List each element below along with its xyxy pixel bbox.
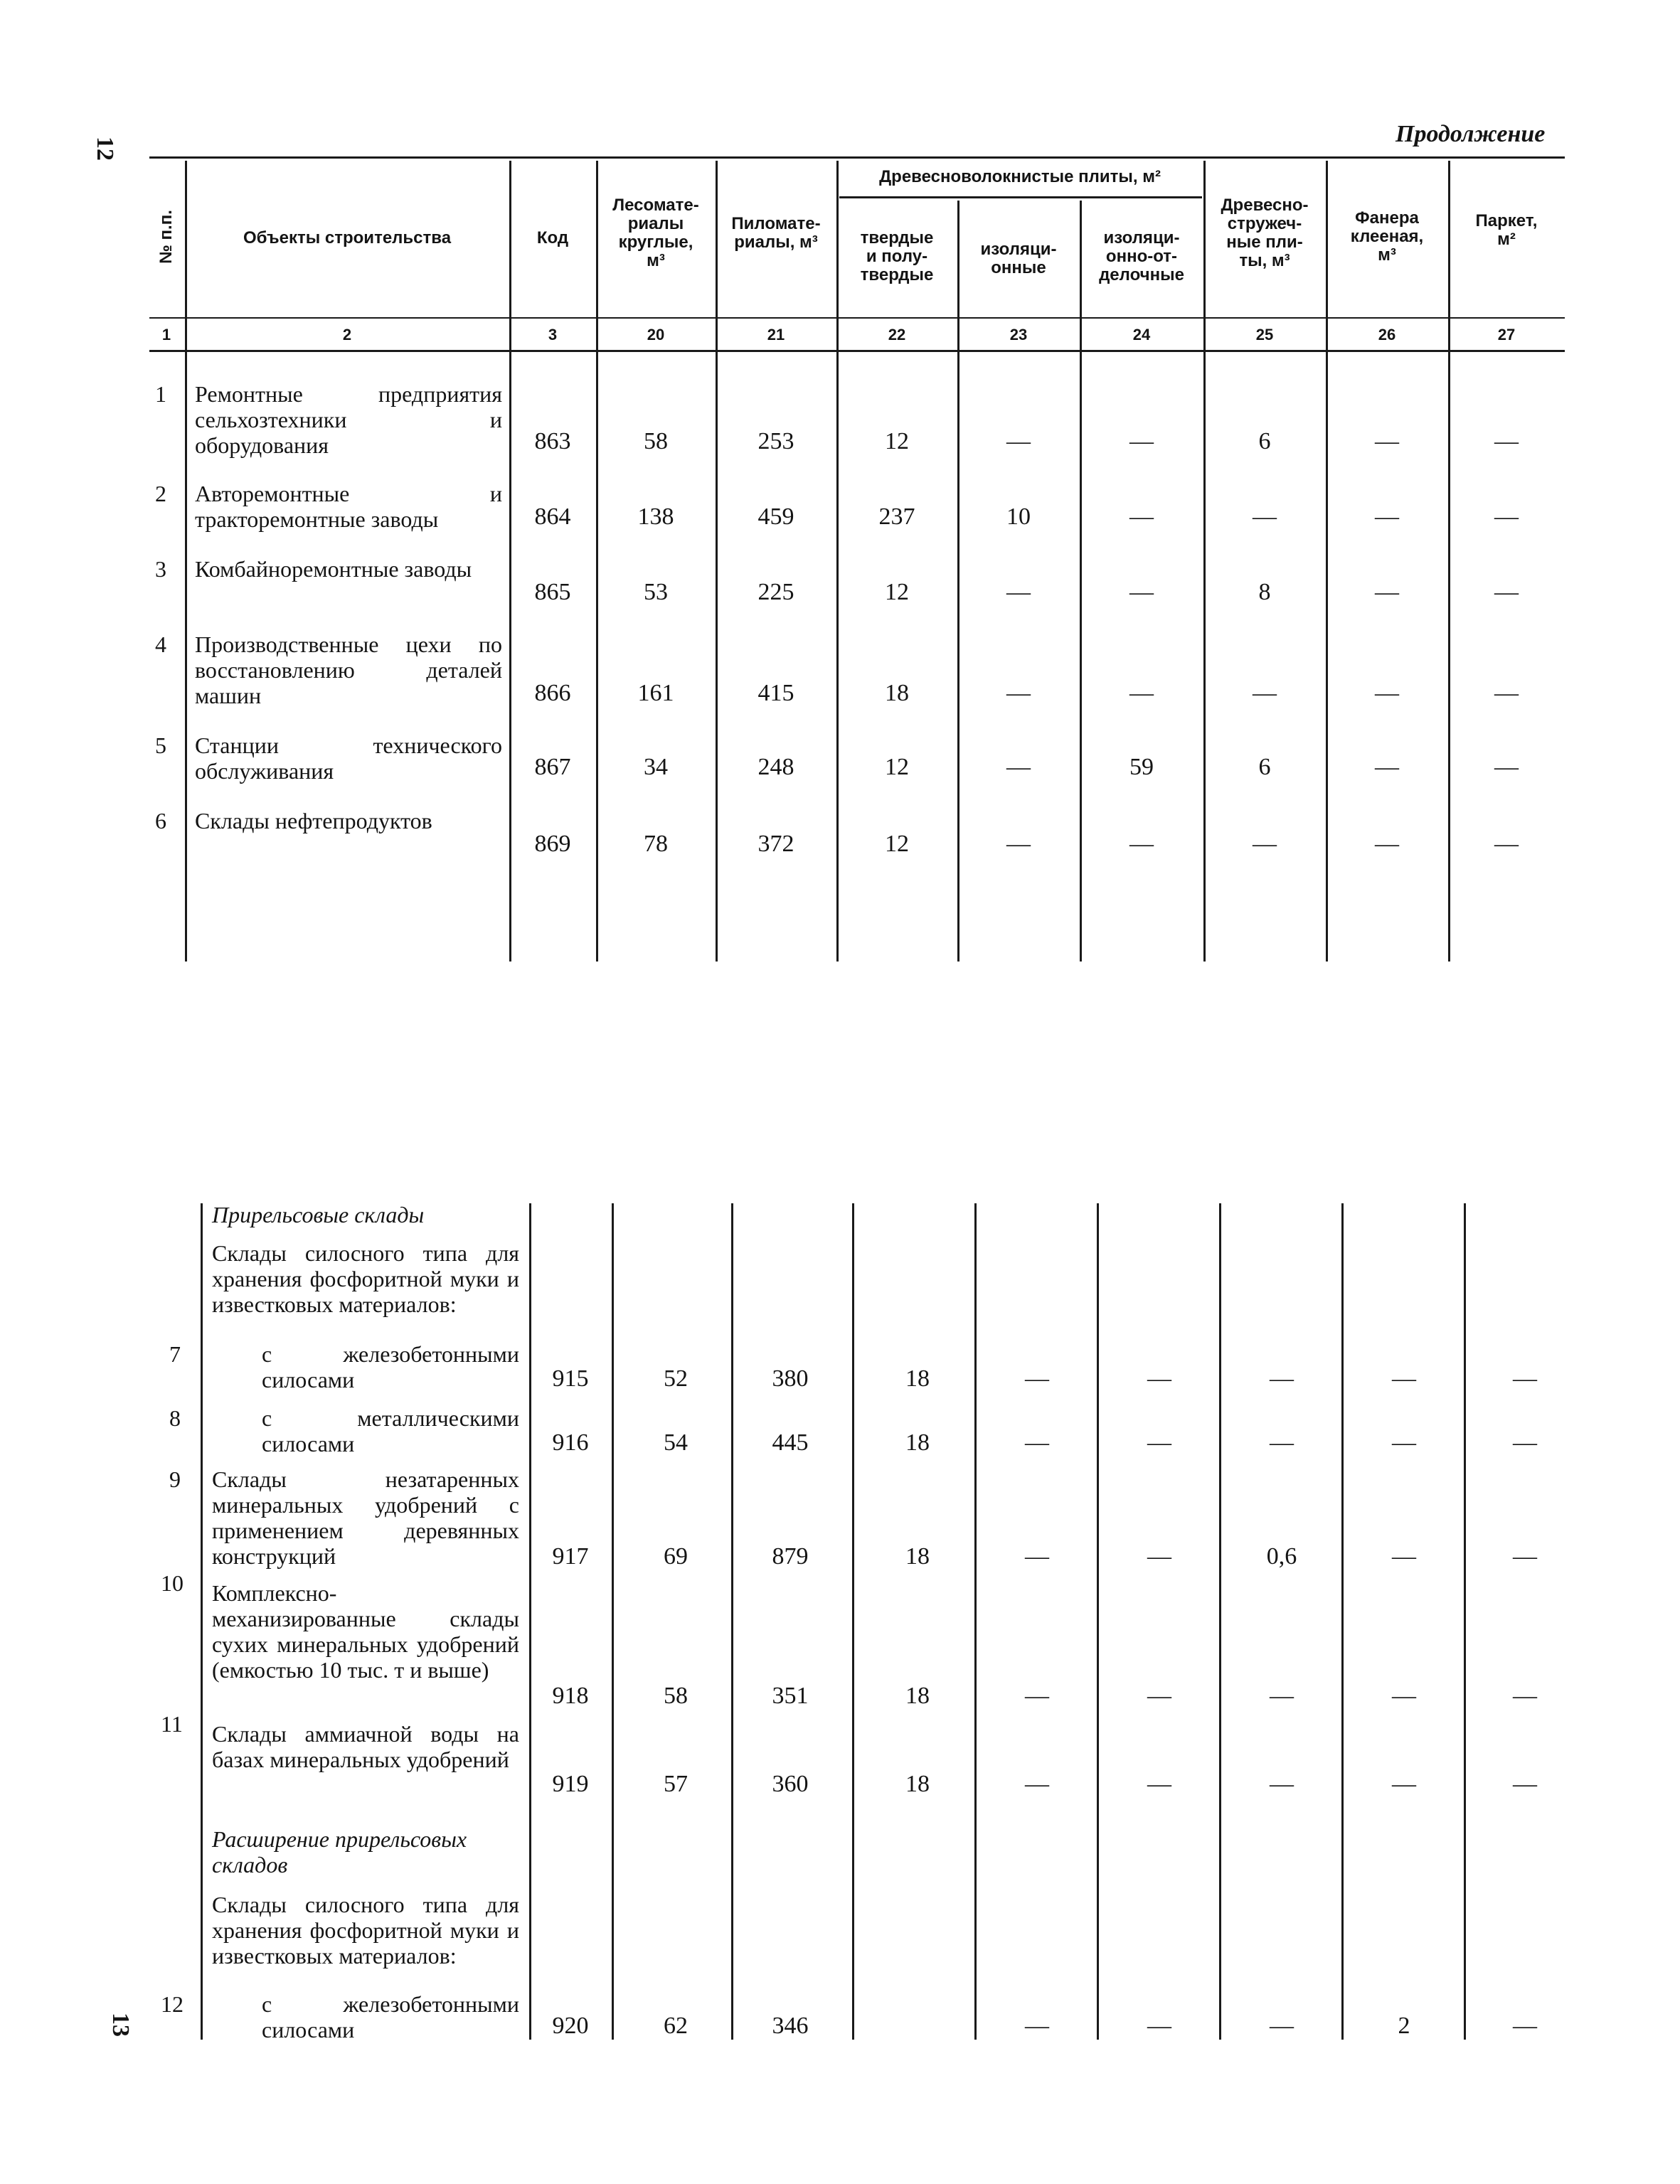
- col-divider: [201, 1203, 203, 2040]
- cell: 919: [552, 1771, 589, 1797]
- cell: 380: [772, 1365, 809, 1392]
- cell: 2: [1398, 2013, 1410, 2039]
- cell: —: [1513, 1771, 1537, 1797]
- cell: —: [1392, 1543, 1416, 1570]
- cell: 879: [772, 1543, 809, 1570]
- cell: —: [1147, 1683, 1171, 1709]
- object-name: Станции технического обслуживания: [195, 733, 502, 784]
- col-divider: [1448, 161, 1450, 962]
- row-number: 7: [169, 1341, 181, 1367]
- cell: —: [1025, 1683, 1049, 1709]
- header-hard: твердые и полу- твердые: [860, 228, 934, 284]
- cell: —: [1494, 428, 1519, 454]
- cell: 6: [1258, 428, 1271, 454]
- cell: —: [1513, 1683, 1537, 1709]
- cell: —: [1392, 1429, 1416, 1456]
- section-title: Прирельсовые склады: [212, 1202, 425, 1227]
- cell: —: [1375, 831, 1399, 857]
- cell: —: [1513, 1429, 1537, 1456]
- cell: 18: [885, 680, 909, 706]
- cell: —: [1513, 1365, 1537, 1392]
- cell: 915: [552, 1365, 589, 1392]
- row-number: 4: [155, 632, 166, 657]
- col-divider: [1080, 201, 1082, 962]
- col-divider: [612, 1203, 614, 2040]
- header-insul-finishing: изоляци- онно-от- делочные: [1099, 228, 1184, 284]
- cell: —: [1147, 1543, 1171, 1570]
- col-divider: [1464, 1203, 1466, 2040]
- col-divider: [716, 161, 718, 962]
- header-insulating: изоляци- онные: [980, 240, 1057, 277]
- cell: —: [1375, 504, 1399, 530]
- cell: —: [1392, 1365, 1416, 1392]
- cell: 34: [644, 754, 668, 780]
- cell: —: [1129, 428, 1154, 454]
- cell: 372: [757, 831, 794, 857]
- cell: —: [1147, 1771, 1171, 1797]
- cell: —: [1375, 680, 1399, 706]
- cell: —: [1006, 754, 1031, 780]
- col-divider: [852, 1203, 854, 2040]
- header-objects: Объекты строительства: [243, 228, 452, 247]
- col-divider: [1326, 161, 1328, 962]
- cell: 57: [664, 1771, 688, 1797]
- cell: —: [1006, 680, 1031, 706]
- cell: —: [1129, 831, 1154, 857]
- cell: 161: [637, 680, 674, 706]
- row-number: 8: [169, 1405, 181, 1431]
- cell: —: [1513, 2013, 1537, 2039]
- cell: 0,6: [1266, 1543, 1297, 1570]
- continuation-label: Продолжение: [1395, 121, 1546, 147]
- cell: 69: [664, 1543, 688, 1570]
- header-sawn-timber: Пиломате- риалы, м³: [731, 214, 821, 252]
- group-title: Склады силосного типа для хранения фосфоритной муки и известковых материалов:: [212, 1892, 519, 1969]
- cell: 58: [664, 1683, 688, 1709]
- object-name: Склады аммиачной воды на базах минеральных удобрений: [212, 1721, 519, 1772]
- col-number: 26: [1378, 326, 1396, 343]
- header-round-timber: Лесомате- риалы круглые, м³: [612, 196, 699, 270]
- row-number: 6: [155, 808, 166, 833]
- row-number: 11: [161, 1711, 183, 1737]
- header-no: № п.п.: [156, 210, 176, 264]
- cell: —: [1494, 504, 1519, 530]
- col-divider: [1203, 161, 1206, 962]
- cell: 865: [534, 579, 571, 605]
- row-number: 5: [155, 733, 166, 758]
- cell: —: [1270, 1429, 1294, 1456]
- cell: —: [1270, 1365, 1294, 1392]
- cell: —: [1025, 2013, 1049, 2039]
- col-number: 21: [767, 326, 785, 343]
- col-number: 27: [1497, 326, 1516, 343]
- cell: 916: [552, 1429, 589, 1456]
- cell: 445: [772, 1429, 809, 1456]
- table-top-rule: [149, 156, 1565, 159]
- cell: —: [1270, 2013, 1294, 2039]
- col-number: 20: [647, 326, 665, 343]
- col-divider: [1219, 1203, 1221, 2040]
- cell: —: [1253, 680, 1277, 706]
- cell: 869: [534, 831, 571, 857]
- cell: —: [1025, 1771, 1049, 1797]
- cell: 917: [552, 1543, 589, 1570]
- cell: —: [1253, 504, 1277, 530]
- object-name: Комбайноремонтные заводы: [195, 556, 472, 582]
- cell: 12: [885, 428, 909, 454]
- cell: 10: [1006, 504, 1031, 530]
- object-name: Склады нефтепродуктов: [195, 808, 432, 833]
- cell: 253: [757, 428, 794, 454]
- cell: 53: [644, 579, 668, 605]
- cell: 52: [664, 1365, 688, 1392]
- row-number: 10: [161, 1570, 184, 1596]
- cell: —: [1392, 1683, 1416, 1709]
- object-name: с железобетонными силосами: [262, 1341, 519, 1392]
- row-number: 3: [155, 556, 166, 582]
- col-number: 23: [1009, 326, 1028, 343]
- cell: 18: [905, 1771, 930, 1797]
- cell: —: [1270, 1683, 1294, 1709]
- col-divider: [509, 161, 511, 962]
- cell: 58: [644, 428, 668, 454]
- cell: 78: [644, 831, 668, 857]
- row-number: 12: [161, 1991, 184, 2017]
- cell: —: [1253, 831, 1277, 857]
- cell: —: [1025, 1365, 1049, 1392]
- header-parquet: Паркет, м²: [1475, 211, 1538, 249]
- cell: 62: [664, 2013, 688, 2039]
- cell: —: [1375, 754, 1399, 780]
- col-number: 3: [548, 326, 558, 343]
- cell: —: [1025, 1429, 1049, 1456]
- cell: —: [1129, 680, 1154, 706]
- cell: —: [1006, 579, 1031, 605]
- cell: 59: [1129, 754, 1154, 780]
- page-number-top: 12: [92, 137, 118, 161]
- cell: 8: [1258, 579, 1271, 605]
- fiberboard-group-rule: [839, 196, 1202, 198]
- object-name: Комплексно-механизированные склады сухих минеральных удобрений (емкостью 10 тыс. т и выше): [212, 1580, 519, 1683]
- page-number-bottom: 13: [107, 2013, 134, 2037]
- cell: 138: [637, 504, 674, 530]
- row-number: 9: [169, 1466, 181, 1492]
- object-name: с железобетонными силосами: [262, 1991, 519, 2042]
- col-number: 2: [342, 326, 352, 343]
- cell: 920: [552, 2013, 589, 2039]
- object-name: Авторемонтные и тракторемонтные заводы: [195, 481, 502, 532]
- row-number: 1: [155, 381, 166, 407]
- col-divider: [1341, 1203, 1344, 2040]
- cell: 12: [885, 831, 909, 857]
- col-number: 25: [1255, 326, 1274, 343]
- header-bottom-rule: [149, 350, 1565, 352]
- cell: —: [1006, 831, 1031, 857]
- cell: 459: [757, 504, 794, 530]
- cell: —: [1129, 504, 1154, 530]
- object-name: Ремонтные предприятия сельхозтехники и оборудования: [195, 381, 502, 458]
- cell: —: [1494, 579, 1519, 605]
- cell: 6: [1258, 754, 1271, 780]
- section-title: Расширение прирельсовых складов: [212, 1826, 467, 1877]
- object-name: Склады незатаренных минеральных удобрений с применением деревянных конструкций: [212, 1466, 519, 1569]
- cell: 866: [534, 680, 571, 706]
- cell: —: [1513, 1543, 1537, 1570]
- row-number: 2: [155, 481, 166, 506]
- col-divider: [731, 1203, 733, 2040]
- subheader-rule: [149, 317, 1565, 319]
- cell: —: [1375, 428, 1399, 454]
- cell: 360: [772, 1771, 809, 1797]
- cell: 54: [664, 1429, 688, 1456]
- cell: —: [1392, 1771, 1416, 1797]
- header-fiberboard-group: Древесноволокнистые плиты, м²: [879, 167, 1161, 186]
- header-particleboard: Древесно- стружеч- ные пли- ты, м³: [1221, 196, 1309, 270]
- cell: 351: [772, 1683, 809, 1709]
- cell: 867: [534, 754, 571, 780]
- cell: 346: [772, 2013, 809, 2039]
- col-number: 24: [1132, 326, 1151, 343]
- group-title: Склады силосного типа для хранения фосфоритной муки и известковых материалов:: [212, 1240, 519, 1317]
- cell: —: [1025, 1543, 1049, 1570]
- col-divider: [957, 201, 959, 962]
- cell: —: [1375, 579, 1399, 605]
- cell: —: [1494, 831, 1519, 857]
- object-name: Производственные цехи по восстановлению деталей машин: [195, 632, 502, 708]
- cell: 12: [885, 754, 909, 780]
- col-divider: [836, 161, 839, 962]
- cell: —: [1494, 680, 1519, 706]
- cell: 18: [905, 1365, 930, 1392]
- cell: 18: [905, 1543, 930, 1570]
- cell: 863: [534, 428, 571, 454]
- cell: 918: [552, 1683, 589, 1709]
- header-code: Код: [536, 228, 569, 247]
- col-number: 1: [161, 326, 171, 343]
- cell: 248: [757, 754, 794, 780]
- col-divider: [596, 161, 598, 962]
- cell: —: [1006, 428, 1031, 454]
- cell: —: [1270, 1771, 1294, 1797]
- col-divider: [1097, 1203, 1099, 2040]
- cell: 237: [878, 504, 915, 530]
- cell: —: [1147, 1365, 1171, 1392]
- object-name: с металлическими силосами: [262, 1405, 519, 1456]
- col-divider: [974, 1203, 977, 2040]
- cell: 415: [757, 680, 794, 706]
- cell: 12: [885, 579, 909, 605]
- cell: —: [1147, 1429, 1171, 1456]
- cell: 864: [534, 504, 571, 530]
- cell: —: [1147, 2013, 1171, 2039]
- cell: 18: [905, 1429, 930, 1456]
- col-number: 22: [888, 326, 906, 343]
- cell: 18: [905, 1683, 930, 1709]
- cell: —: [1129, 579, 1154, 605]
- col-divider: [185, 161, 187, 962]
- cell: —: [1494, 754, 1519, 780]
- cell: 225: [757, 579, 794, 605]
- col-divider: [529, 1203, 531, 2040]
- header-plywood: Фанера клееная, м³: [1350, 208, 1424, 265]
